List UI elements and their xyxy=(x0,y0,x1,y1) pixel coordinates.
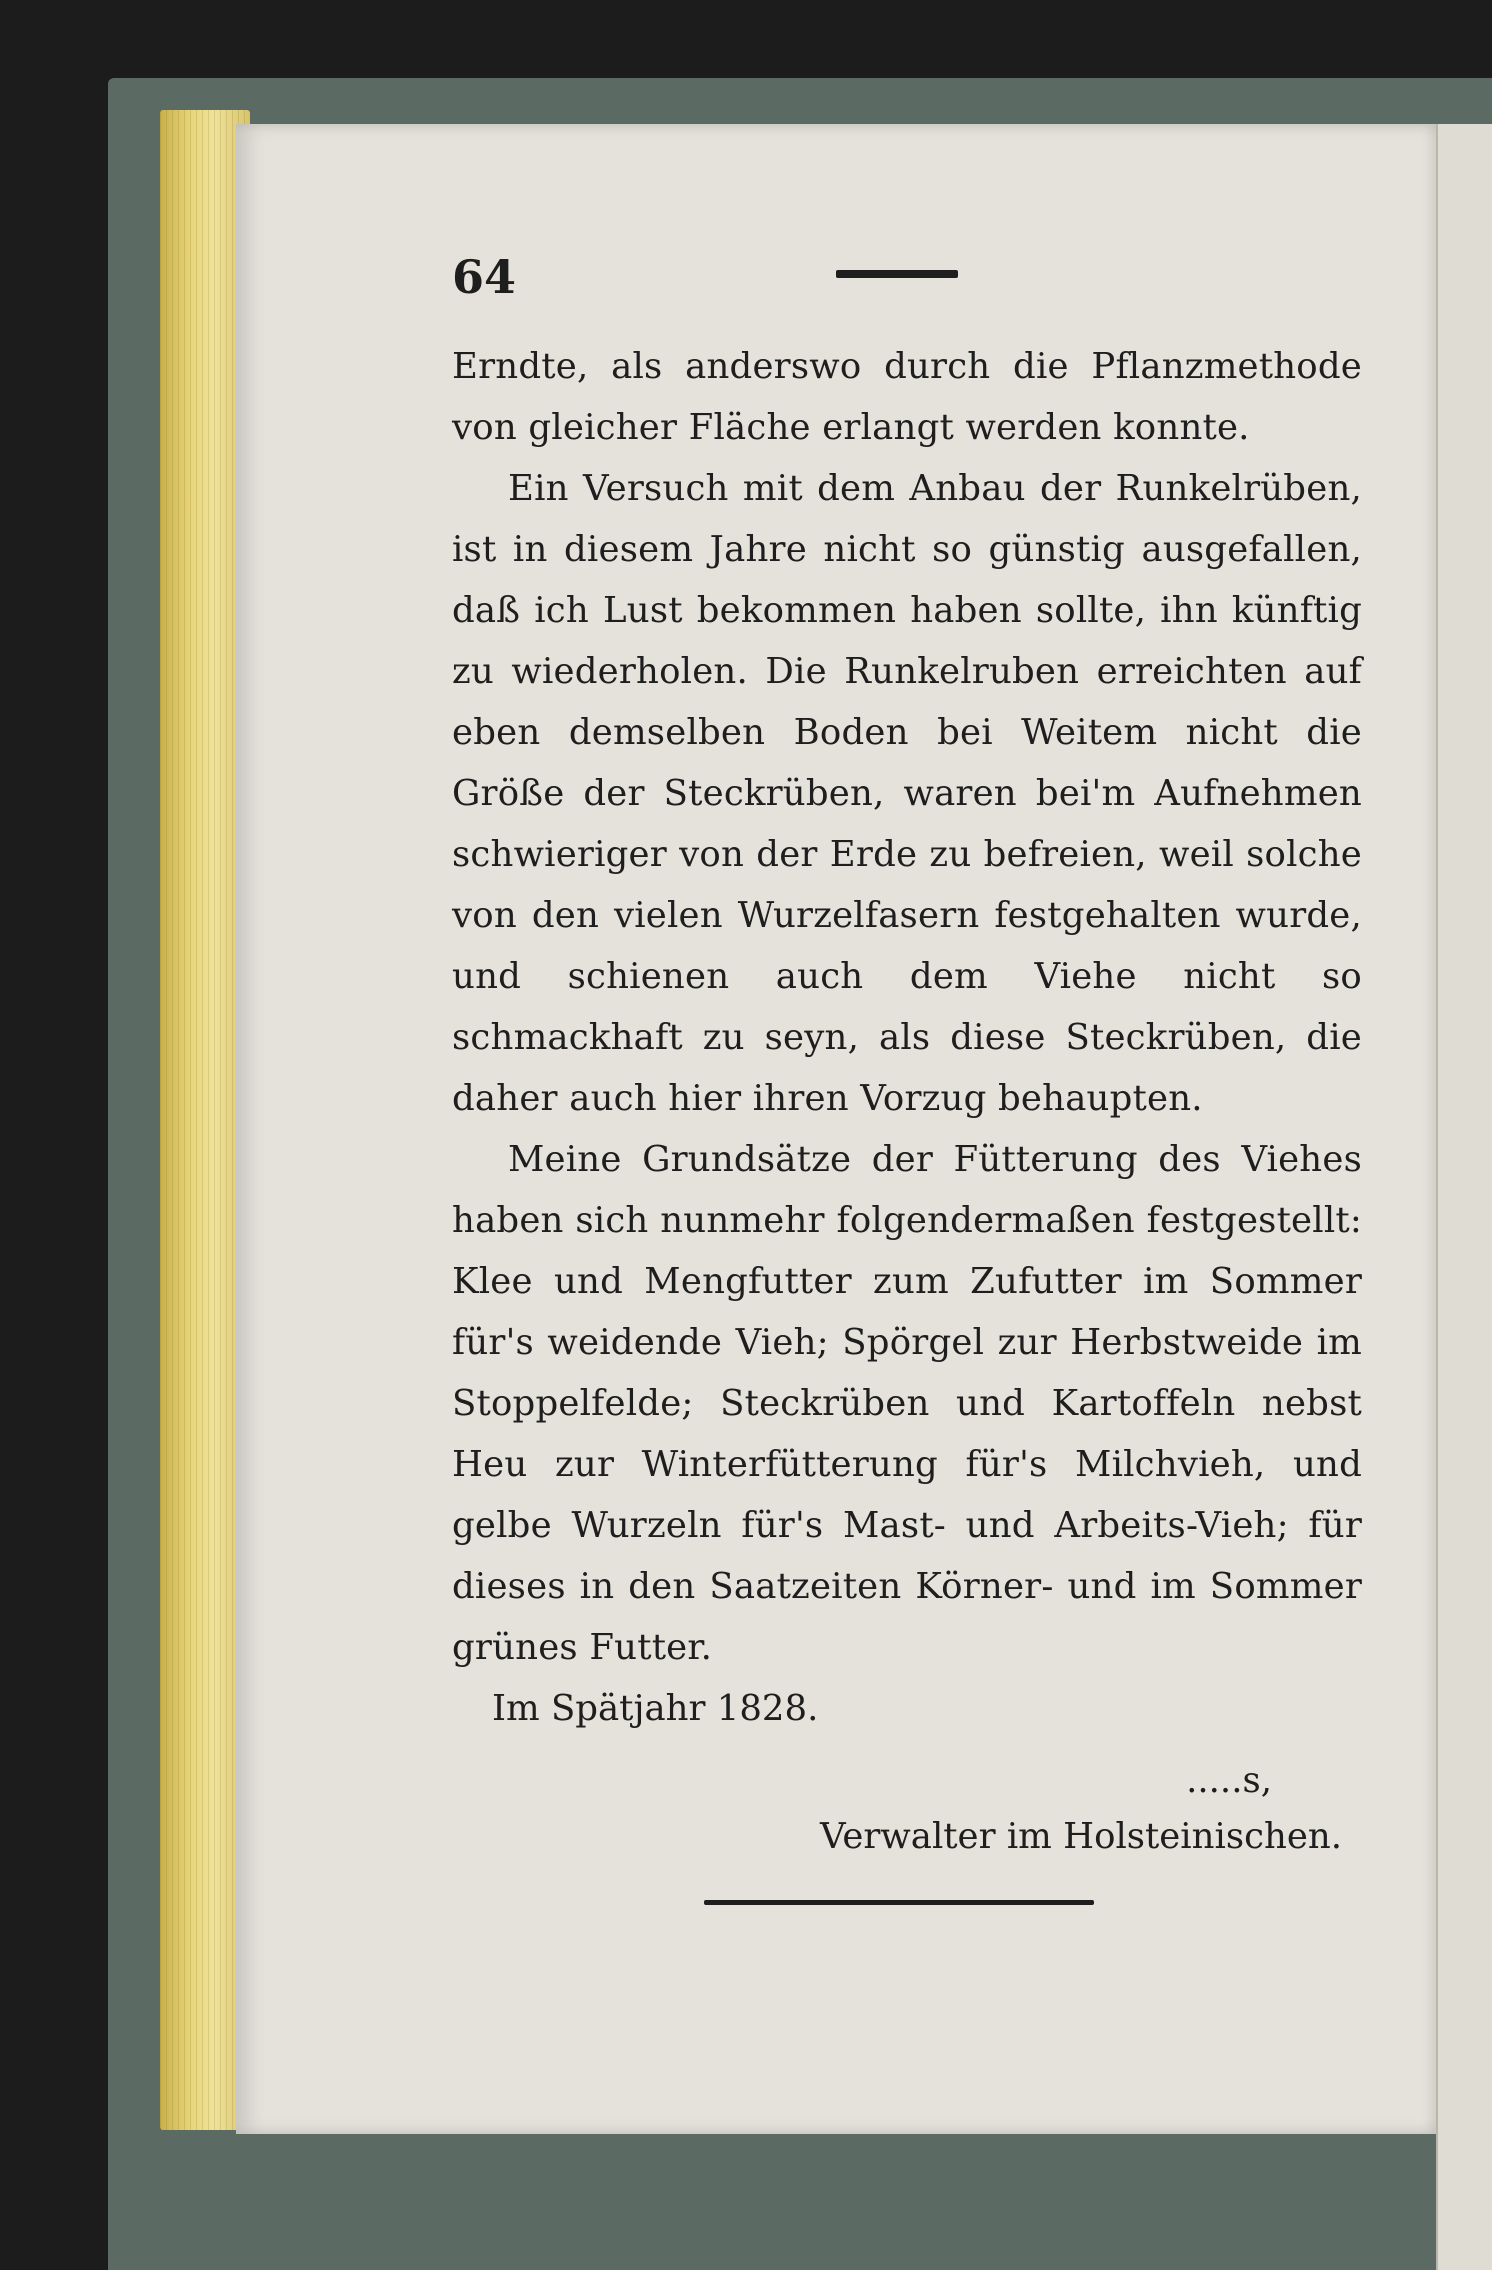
dateline: Im Spätjahr 1828. xyxy=(492,1688,819,1729)
paragraph-1: Erndte, als anderswo durch die Pflanzmethode von gleicher Fläche erlangt werden konnte. xyxy=(452,346,1362,448)
page-text-block xyxy=(452,250,1362,1865)
header-ornament-rule xyxy=(836,270,958,278)
end-rule xyxy=(704,1900,1094,1905)
page-number: 64 xyxy=(452,250,517,304)
facing-page-edge xyxy=(1436,124,1492,2270)
signature-initial: .....s, xyxy=(1186,1760,1272,1801)
paragraph-3: Meine Grundsätze der Fütterung des Viehes haben sich nunmehr folgendermaßen festgestellt: Klee und Mengfutter zum Zufutter im Sommer für's weidende Vieh; Spörgel zur Herbstweide im Stoppelfelde; Steckrüben und Kartoffeln nebst Heu zur Winterfütterung für's Milchvieh, und gelbe Wurzeln für's Mast- und Arbeits-Vieh; für dieses in den Saatzeiten Körner- und im Sommer grünes Futter. xyxy=(452,1139,1362,1668)
page-header xyxy=(452,250,1362,310)
paragraph-2: Ein Versuch mit dem Anbau der Runkelrüben, ist in diesem Jahre nicht so günstig ausgefallen, daß ich Lust bekommen haben sollte, ihn künftig zu wiederholen. Die Runkelruben erreichten auf eben demselben Boden bei Weitem nicht die Größe der Steckrüben, waren bei'm Aufnehmen schwieriger von der Erde zu befreien, weil solche von den vielen Wurzelfasern festgehalten wurde, und schienen auch dem Viehe nicht so schmackhaft zu seyn, als diese Steckrüben, die daher auch hier ihren Vorzug behaupten. xyxy=(452,468,1362,1119)
signature-block xyxy=(452,1753,1362,1865)
signature-role: Verwalter im Holsteinischen. xyxy=(820,1816,1342,1857)
